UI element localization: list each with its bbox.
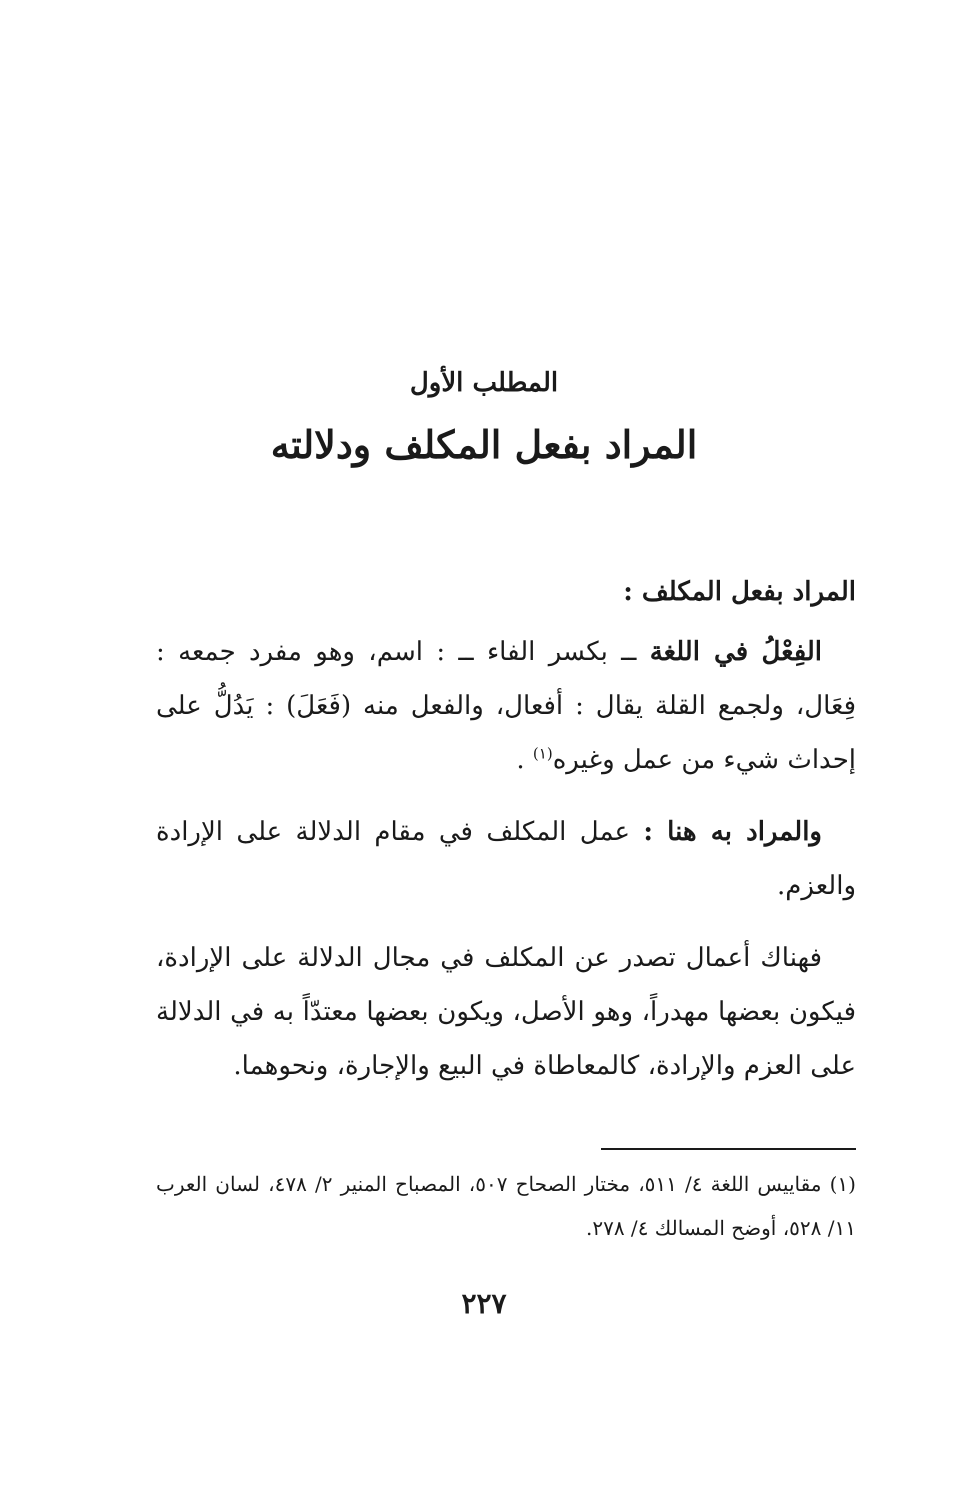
term-context: في اللغة [649,637,749,667]
paragraph-1-text: ــ بكسر الفاء ــ : اسم، وهو مفرد جمعه : فِعَال، ولجمع القلة يقال : أفعال، والفعل منه (فَعَلَ) : يَدُلُّ على إحداث شيء من عمل وغيره [156,637,856,775]
paragraph-2 [156,805,856,913]
paragraph-3: فهناك أعمال تصدر عن المكلف في مجال الدلالة على الإرادة، فيكون بعضها مهدراً، وهو الأصل، ويكون بعضها معتدّاً به في الدلالة على العزم والإرادة، كالمعاطاة في البيع والإجارة، ونحوهما. [156,943,856,1081]
page-number: ٢٢٧ [461,1287,507,1320]
body-text [156,565,856,1111]
paragraph-2-lead: والمراد به هنا : [643,817,822,847]
footnote-text: مقاييس اللغة ٤/ ٥١١، مختار الصحاح ٥٠٧، المصباح المنير ٢/ ٤٧٨، لسان العرب ١١/ ٥٢٨، أوضح المسالك ٤/ ٢٧٨. [156,1172,856,1240]
paragraph-2-text: عمل المكلف في مقام الدلالة على الإرادة والعزم. [156,817,856,901]
footnote [156,1162,856,1250]
footnote-ref[interactable]: (١) [532,744,553,763]
term: الفِعْلُ [761,637,823,667]
subheading: المراد بفعل المكلف : [623,577,856,607]
footnote-divider [601,1148,856,1150]
paragraph-1-end: . [516,745,525,775]
page-title: المراد بفعل المكلف ودلالته [270,422,698,467]
section-label: المطلب الأول [409,368,559,398]
paragraph-1 [156,625,856,787]
footnote-marker: (١) [829,1172,856,1196]
